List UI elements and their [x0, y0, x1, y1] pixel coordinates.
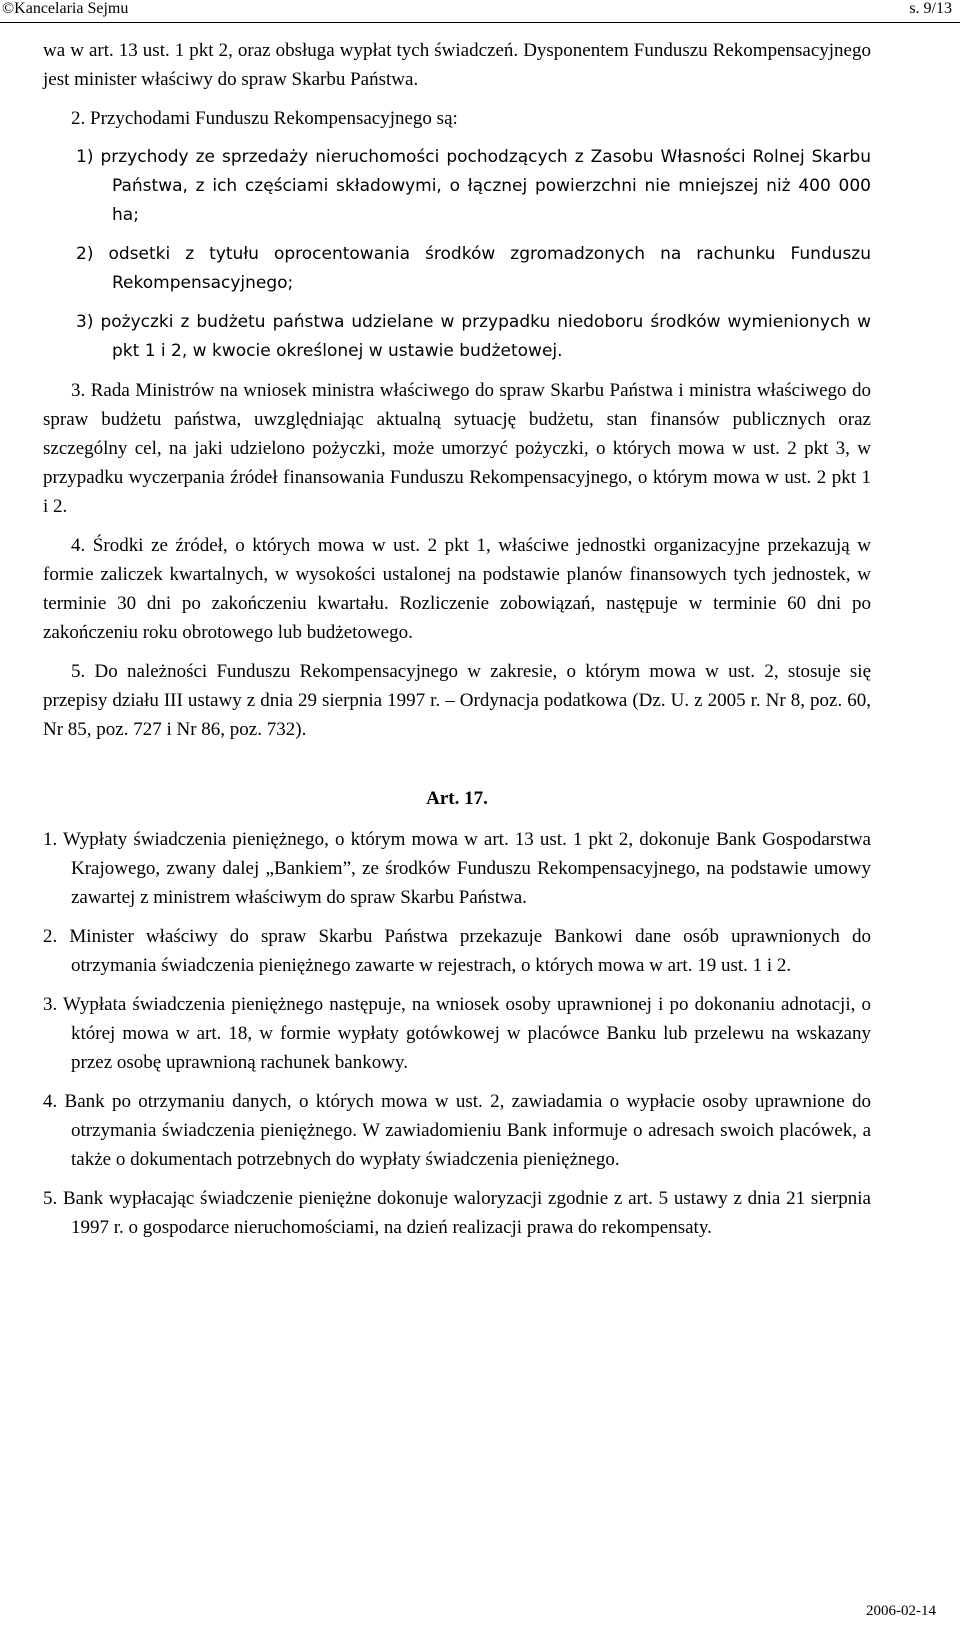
- document-body: [43, 36, 871, 1252]
- paragraph-4: 4. Środki ze źródeł, o których mowa w ust. 2 pkt 1, właściwe jednostki organizacyjne przekazują w formie zaliczek kwartalnych, w wysokości ustalonej na podstawie planów finansowych tych jednostek, w terminie 30 dni po zakończeniu kwartału. Rozliczenie zobowiązań, następuje w terminie 60 dni po zakończeniu roku obrotowego lub budżetowego.: [43, 535, 871, 643]
- article-title: Art. 17.: [426, 788, 488, 809]
- list-item: 3) pożyczki z budżetu państwa udzielane w przypadku niedoboru środków wymienionych w pkt 1 i 2, w kwocie określonej w ustawie budżetowej.: [76, 312, 871, 361]
- paragraph-2-items: [43, 143, 871, 366]
- article-17-paragraph-1: 1. Wypłaty świadczenia pieniężnego, o którym mowa w art. 13 ust. 1 pkt 2, dokonuje Bank Gospodarstwa Krajowego, zwany dalej „Bankiem”, ze środków Funduszu Rekompensacyjnego, na podstawie umowy zawartej z ministrem właściwym do spraw Skarbu Państwa.: [43, 829, 871, 908]
- page-header: [0, 0, 960, 22]
- list-item: 2) odsetki z tytułu oprocentowania środków zgromadzonych na rachunku Funduszu Rekompensacyjnego;: [76, 244, 871, 293]
- article-17-paragraph-4: 4. Bank po otrzymaniu danych, o których mowa w ust. 2, zawiadamia o wypłacie osoby uprawnione do otrzymania świadczenia pieniężnego. W zawiadomieniu Bank informuje o adresach swoich placówek, a także o dokumentach potrzebnych do wypłaty świadczenia pieniężnego.: [43, 1091, 871, 1170]
- list-item: 1) przychody ze sprzedaży nieruchomości pochodzących z Zasobu Własności Rolnej Skarbu Państwa, z ich częściami składowymi, o łącznej powierzchni nie mniejszej niż 400 000 ha;: [76, 147, 871, 225]
- paragraph-5: 5. Do należności Funduszu Rekompensacyjnego w zakresie, o którym mowa w ust. 2, stosuje się przepisy działu III ustawy z dnia 29 sierpnia 1997 r. – Ordynacja podatkowa (Dz. U. z 2005 r. Nr 8, poz. 60, Nr 85, poz. 727 i Nr 86, poz. 732).: [43, 661, 871, 740]
- header-rule: [0, 22, 960, 23]
- article-17-paragraph-2: 2. Minister właściwy do spraw Skarbu Państwa przekazuje Bankowi dane osób uprawnionych do otrzymania świadczenia pieniężnego zawarte w rejestrach, o których mowa w art. 19 ust. 1 i 2.: [43, 926, 871, 976]
- header-copyright: ©Kancelaria Sejmu: [2, 0, 129, 17]
- paragraph-3: 3. Rada Ministrów na wniosek ministra właściwego do spraw Skarbu Państwa i ministra właściwego do spraw budżetu państwa, uwzględniając aktualną sytuację budżetu, stan finansów publicznych oraz szczególny cel, na jaki udzielono pożyczki, może umorzyć pożyczki, o których mowa w ust. 2 pkt 3, w przypadku wyczerpania źródeł finansowania Funduszu Rekompensacyjnego, o którym mowa w ust. 2 pkt 1 i 2.: [43, 380, 871, 517]
- paragraph-continuation: wa w art. 13 ust. 1 pkt 2, oraz obsługa wypłat tych świadczeń. Dysponentem Funduszu Rekompensacyjnego jest minister właściwy do spraw Skarbu Państwa.: [43, 40, 871, 90]
- article-17-paragraph-5: 5. Bank wypłacając świadczenie pieniężne dokonuje waloryzacji zgodnie z art. 5 ustawy z dnia 21 sierpnia 1997 r. o gospodarce nieruchomościami, na dzień realizacji prawa do rekompensaty.: [43, 1188, 871, 1238]
- header-page-number: s. 9/13: [909, 0, 952, 17]
- paragraph-2: 2. Przychodami Funduszu Rekompensacyjnego są:: [71, 108, 458, 129]
- footer-date: 2006-02-14: [866, 1603, 936, 1619]
- article-17-paragraph-3: 3. Wypłata świadczenia pieniężnego następuje, na wniosek osoby uprawnionej i po dokonaniu adnotacji, o której mowa w art. 18, w formie wypłaty gotówkowej w placówce Banku lub przelewu na wskazany przez osobę uprawnioną rachunek bankowy.: [43, 994, 871, 1073]
